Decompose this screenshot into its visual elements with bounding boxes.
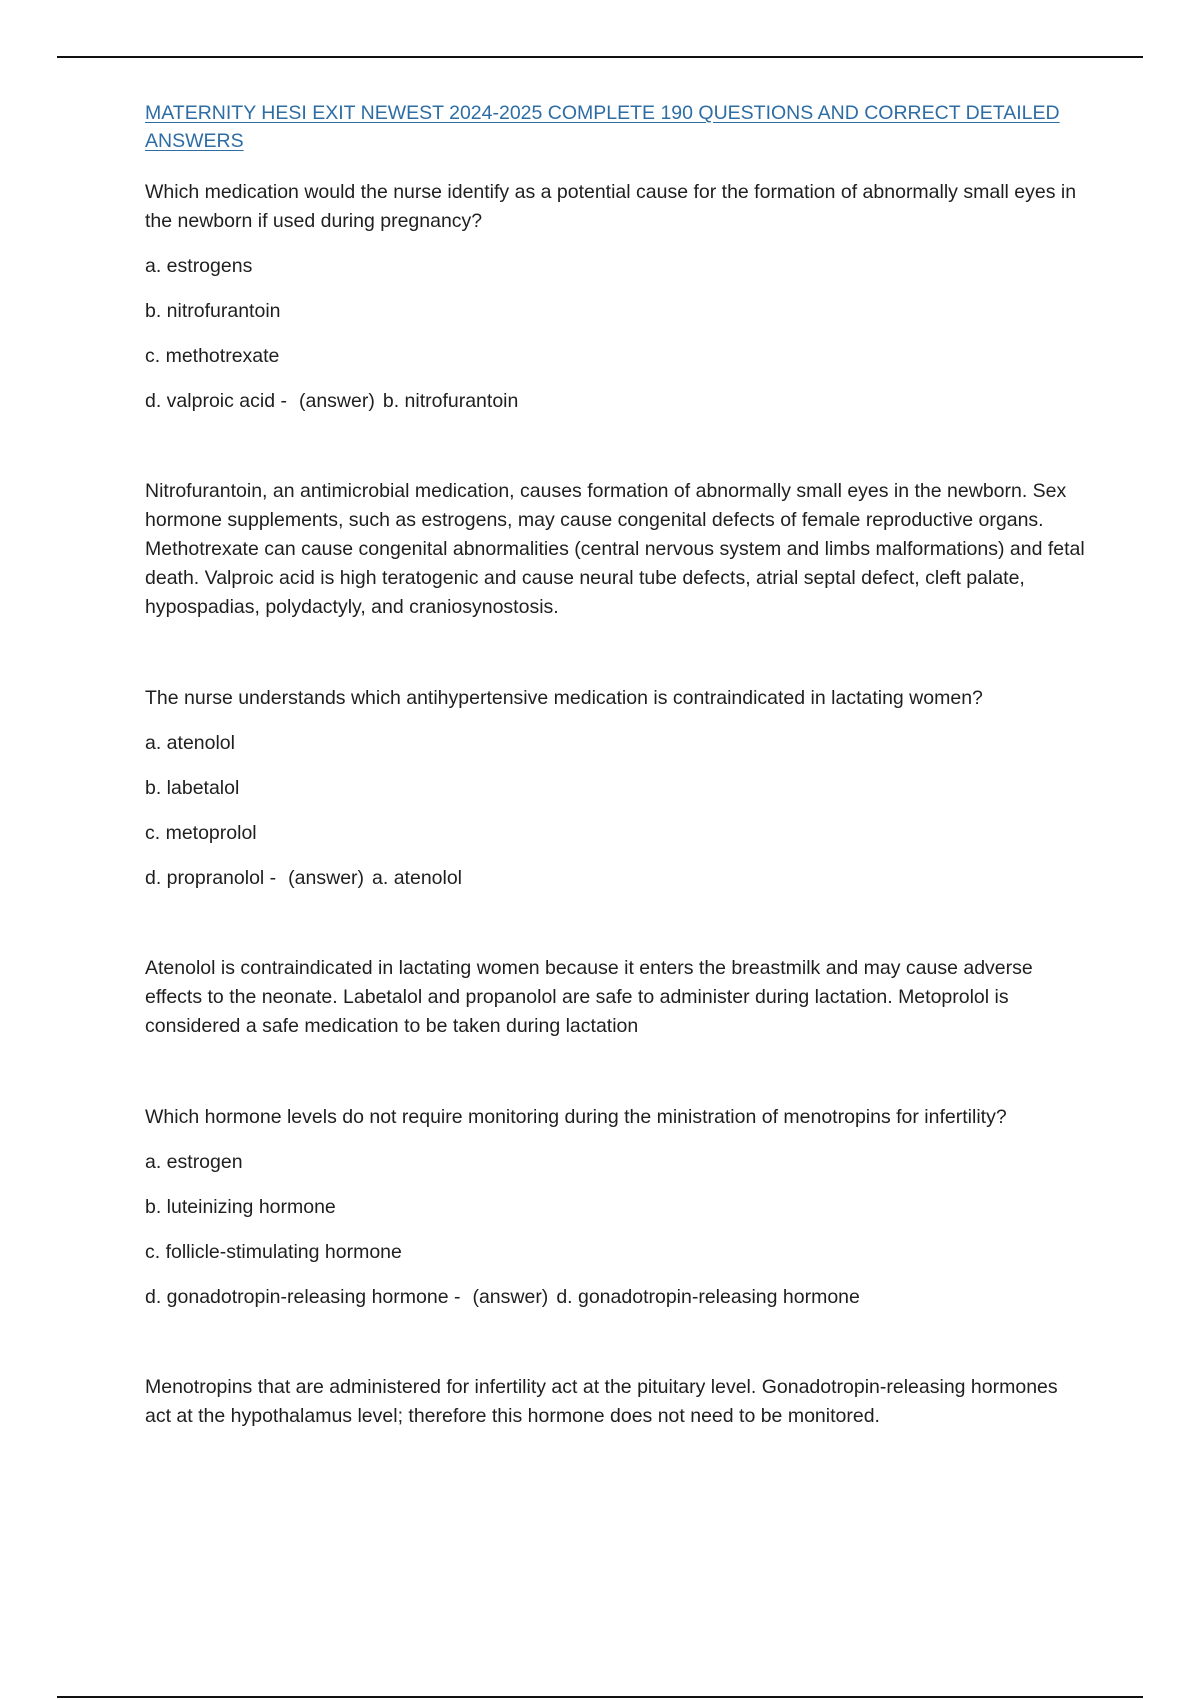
answer-explanation: Nitrofurantoin, an antimicrobial medication, causes formation of abnormally small eyes in the newborn. Sex hormone supplements, such as estrogens, may cause congenital defects of female reproductive organs. Methotrexate can cause congenital abnormalities (central nervous system and limbs malformations) and fetal death. Valproic acid is high teratogenic and cause neural tube defects, atrial septal defect, cleft palate, hypospadias, polydactyly, and craniosynostosis. xyxy=(145,480,1085,618)
option-c: c. metoprolol xyxy=(145,822,257,844)
option-d-with-answer xyxy=(145,387,1085,416)
option-d: d. propranolol - xyxy=(145,867,277,889)
question-block xyxy=(145,178,1085,622)
option-b: b. luteinizing hormone xyxy=(145,1196,336,1218)
correct-answer: b. nitrofurantoin xyxy=(382,390,519,412)
bottom-rule xyxy=(57,1696,1143,1698)
top-rule xyxy=(57,56,1143,58)
answer-label: (answer) xyxy=(288,867,365,889)
answer-explanation: Menotropins that are administered for infertility act at the pituitary level. Gonadotropin-releasing hormones act at the hypothalamus level; therefore this hormone does not need to be monitored. xyxy=(145,1376,1058,1427)
option-c: c. methotrexate xyxy=(145,345,280,367)
question-text: Which medication would the nurse identify as a potential cause for the formation of abnormally small eyes in the newborn if used during pregnancy? xyxy=(145,181,1077,232)
question-text: Which hormone levels do not require monitoring during the ministration of menotropins for infertility? xyxy=(145,1106,1007,1128)
correct-answer: d. gonadotropin-releasing hormone xyxy=(556,1286,860,1308)
option-d: d. gonadotropin-releasing hormone - xyxy=(145,1286,461,1308)
document-title[interactable]: MATERNITY HESI EXIT NEWEST 2024-2025 COMPLETE 190 QUESTIONS AND CORRECT DETAILED ANSWERS xyxy=(145,102,1060,152)
question-text: The nurse understands which antihypertensive medication is contraindicated in lactating women? xyxy=(145,687,983,709)
question-block xyxy=(145,684,1085,1041)
option-a: a. atenolol xyxy=(145,732,235,754)
option-d-with-answer xyxy=(145,864,1085,893)
option-c: c. follicle-stimulating hormone xyxy=(145,1241,402,1263)
answer-label: (answer) xyxy=(472,1286,549,1308)
answer-label: (answer) xyxy=(298,390,375,412)
option-d: d. valproic acid - xyxy=(145,390,287,412)
option-a: a. estrogens xyxy=(145,255,253,277)
question-block xyxy=(145,1103,1085,1431)
correct-answer: a. atenolol xyxy=(372,867,463,889)
option-d-with-answer xyxy=(145,1283,1085,1312)
document-body xyxy=(145,99,1085,1493)
option-b: b. labetalol xyxy=(145,777,240,799)
option-b: b. nitrofurantoin xyxy=(145,300,281,322)
answer-explanation: Atenolol is contraindicated in lactating women because it enters the breastmilk and may cause adverse effects to the neonate. Labetalol and propanolol are safe to administer during lactation. Metoprolol is considered a safe medication to be taken during lactation xyxy=(145,957,1033,1037)
option-a: a. estrogen xyxy=(145,1151,243,1173)
